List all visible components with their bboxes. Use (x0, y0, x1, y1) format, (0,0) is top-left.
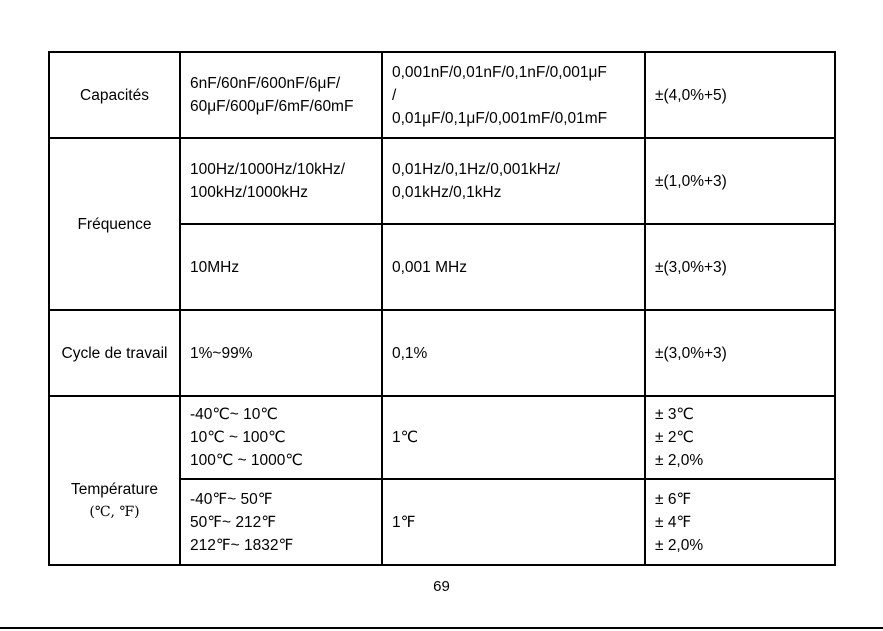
accuracy-value: ±(3,0%+3) (655, 344, 727, 362)
range-line: -40℉~ 50℉ (190, 490, 273, 508)
resolution-line: 0,1% (392, 344, 428, 362)
range-line: 100kHz/1000kHz (190, 184, 309, 201)
accuracy-value: ±(4,0%+5) (655, 86, 727, 104)
range-line: 10℃ ~ 100℃ (190, 429, 286, 446)
resolution-line: 0,001 MHz (392, 258, 467, 276)
accuracy-line: ± 2,0% (655, 452, 704, 469)
accuracy-line: ± 6℉ (655, 490, 692, 508)
resolution-line: 1℉ (392, 513, 416, 531)
page-number: 69 (433, 578, 450, 595)
range-cell (180, 138, 382, 224)
resolution-line: 0,01μF/0,1μF/0,001mF/0,01mF (392, 109, 608, 127)
function-name-cell (49, 396, 180, 565)
range-line: 60μF/600μF/6mF/60mF (190, 98, 354, 115)
resolution-cell (382, 52, 645, 138)
function-name: Température (70, 480, 158, 498)
range-line: 100℃ ~ 1000℃ (190, 452, 303, 469)
resolution-line: 1℃ (392, 429, 419, 446)
accuracy-line: ± 2,0% (655, 536, 704, 554)
function-name: Cycle de travail (61, 344, 168, 362)
range-line: 212℉~ 1832℉ (190, 536, 294, 554)
bottom-divider (0, 627, 883, 629)
range-cell (180, 479, 382, 565)
function-name-cell (49, 138, 180, 310)
resolution-cell (382, 310, 645, 396)
range-line: 1%~99% (190, 344, 253, 362)
function-name: Fréquence (77, 215, 152, 233)
range-line: -40℃~ 10℃ (190, 406, 278, 423)
function-name-cell (49, 310, 180, 396)
range-line: 100Hz/1000Hz/10kHz/ (190, 161, 346, 178)
function-name-cell (49, 52, 180, 138)
temperature-units: (℃, ℉) (89, 503, 140, 520)
accuracy-cell (645, 310, 835, 396)
resolution-line: 0,01Hz/0,1Hz/0,001kHz/ (392, 161, 561, 178)
table-row-temperature (49, 396, 835, 479)
resolution-line: 0,01kHz/0,1kHz (392, 184, 502, 201)
table-row-frequence (49, 138, 835, 224)
specifications-table (48, 51, 836, 566)
resolution-cell (382, 138, 645, 224)
resolution-line: / (392, 86, 397, 104)
accuracy-cell (645, 224, 835, 310)
accuracy-cell (645, 138, 835, 224)
resolution-line: 0,001nF/0,01nF/0,1nF/0,001μF (392, 63, 607, 81)
resolution-cell (382, 479, 645, 565)
range-cell (180, 52, 382, 138)
accuracy-cell (645, 479, 835, 565)
range-line: 6nF/60nF/600nF/6μF/ (190, 75, 341, 92)
function-name: Capacités (80, 86, 149, 104)
range-cell (180, 396, 382, 479)
range-cell (180, 224, 382, 310)
accuracy-cell (645, 52, 835, 138)
table-row-cycle (49, 310, 835, 396)
accuracy-line: ± 2℃ (655, 429, 694, 446)
accuracy-cell (645, 396, 835, 479)
accuracy-value: ±(1,0%+3) (655, 172, 727, 190)
range-line: 10MHz (190, 258, 240, 276)
table-row-capacites (49, 52, 835, 138)
range-line: 50℉~ 212℉ (190, 513, 276, 531)
range-cell (180, 310, 382, 396)
accuracy-line: ± 3℃ (655, 406, 694, 423)
resolution-cell (382, 396, 645, 479)
resolution-cell (382, 224, 645, 310)
accuracy-value: ±(3,0%+3) (655, 258, 727, 276)
accuracy-line: ± 4℉ (655, 513, 692, 531)
